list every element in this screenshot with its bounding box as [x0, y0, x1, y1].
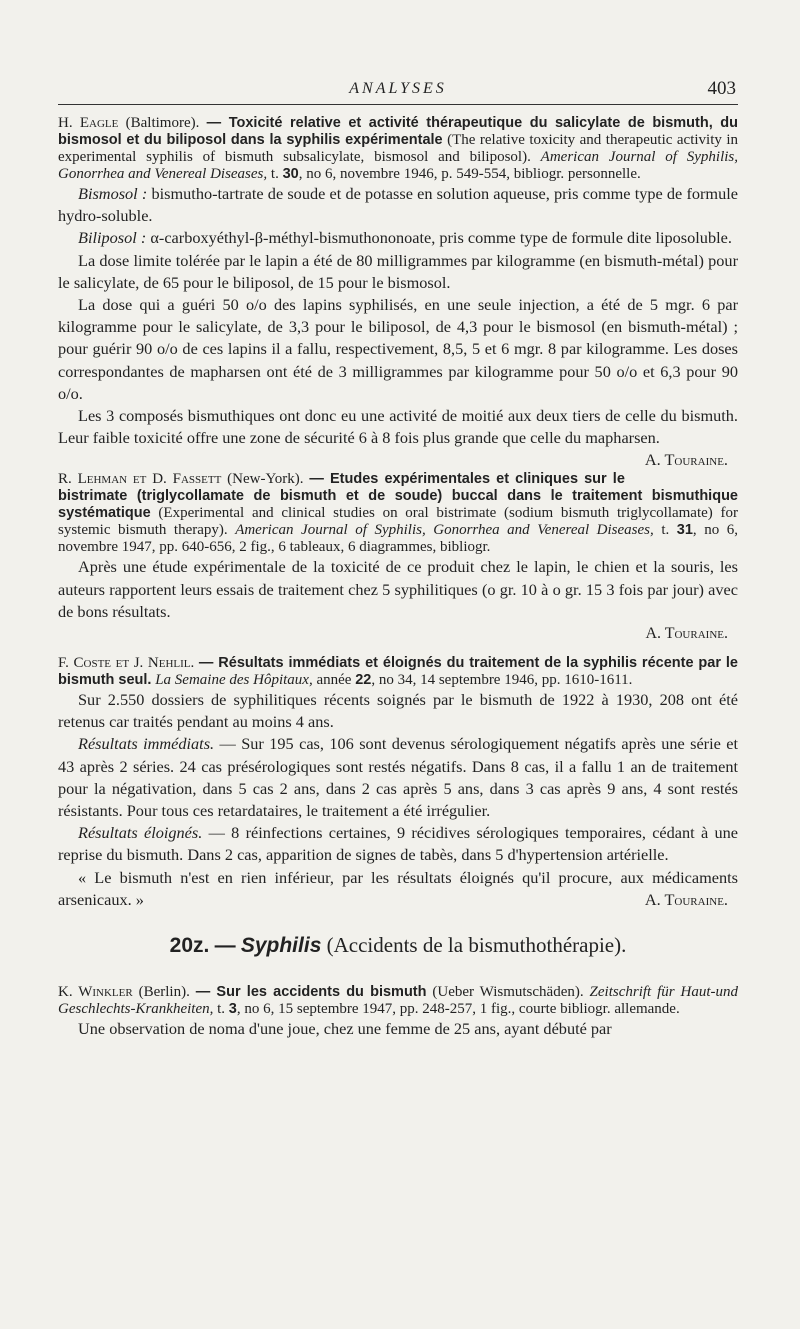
volume-prefix: t. [270, 166, 279, 182]
paragraph [58, 822, 738, 866]
section-number: 20z. [169, 934, 210, 958]
paragraph [58, 867, 738, 911]
paragraph-text: Une observation de noma d'une joue, chez une femme de 25 ans, ayant débuté par [78, 1019, 612, 1039]
paragraph-text: — Sur 195 cas, 106 sont devenus sérologiquement négatifs après une série et 43 après 2 séries. 24 cas présérologiques sont restés négatifs. Dans 8 cas, il a fallu 1 an de traitement pour la négativation, dans 5 cas 2 ans, dans 2 cas après 5 ans, dans 3 cas après 9 ans, 4 sont restés résistants. Pour tous ces retardataires, le traitement a été irrégulier. [58, 734, 739, 821]
paragraph [58, 405, 738, 470]
article-title: — Résultats immédiats et éloignés du traitement de la syphilis récente par le bismuth seul. [58, 655, 738, 689]
journal-name: American Journal of Syphilis, Gonorrhea and Venereal Diseases, [235, 522, 654, 539]
page [58, 78, 738, 1040]
volume-prefix: t. [217, 1001, 226, 1018]
paragraph-text: « Le bismuth n'est en rien inférieur, par les résultats éloignés qu'il procure, aux médicaments arsenicaux. » [58, 867, 738, 909]
paragraph-text: Après une étude expérimentale de la toxicité de ce produit chez le lapin, le chien et la souris, les auteurs rapportent leurs essais de traitement chez 5 syphilitiques (o gr. 10 à o gr. 15 3 fois par jour) avec de bons résultats. [58, 557, 738, 621]
paragraph [58, 1018, 738, 1040]
abstract-entry [58, 471, 738, 645]
running-head [58, 78, 738, 105]
author-name: H. Eagle [58, 115, 119, 131]
bibliographic-reference [58, 115, 738, 183]
article-title: — Toxicité relative et activité thérapeutique du salicylate de bismuth, du bismosol et du biliposol dans la syphilis expérimentale [58, 115, 739, 148]
running-title: ANALYSES [349, 80, 447, 97]
paragraph-text: Les 3 composés bismuthiques ont donc eu une activité de moitié aux deux tiers de celle du bismuth. Leur faible toxicité offre une zone de sécurité 6 à 8 fois plus grande que celle du mapharsen. [58, 406, 738, 448]
volume-number: 3 [228, 1001, 237, 1018]
page-number: 403 [707, 78, 736, 99]
paragraph-text: La dose limite tolérée par le lapin a été de 80 milligrammes par kilogramme (en bismuth-métal) pour le salicylate, de 65 pour le biliposol, de 15 pour le bismosol. [58, 250, 738, 292]
section-title: Syphilis [240, 934, 322, 958]
signature: A. Touraine. [644, 450, 728, 470]
author-name: K. Winkler [58, 984, 133, 1001]
citation-details: , no 34, 14 septembre 1946, pp. 1610-1611. [371, 672, 633, 689]
journal-name: Zeitschrift für Haut-und Geschlechts-Krankheiten, [58, 984, 739, 1018]
citation-details: , no 6, novembre 1947, pp. 640-656, 2 fig., 6 tableaux, 6 diagrammes, bibliogr. [58, 522, 739, 556]
author-place: (New-York). [227, 471, 304, 488]
original-title: (Experimental and clinical studies on oral bistrimate (sodium bismuth triglycollamate) for systemic bismuth therapy). [58, 505, 738, 539]
bibliographic-reference [58, 471, 738, 556]
paragraph-lead: Biliposol : [78, 228, 147, 248]
section-heading [58, 933, 738, 958]
paragraph [58, 183, 738, 227]
bibliographic-reference [58, 984, 738, 1018]
original-title: (Ueber Wismutschäden). [432, 984, 584, 1001]
section-dash: — [214, 934, 236, 958]
bibliographic-reference [58, 655, 738, 689]
paragraph-lead: Résultats éloignés. [78, 823, 203, 843]
citation-details: , no 6, novembre 1946, p. 549-554, bibliogr. personnelle. [298, 166, 641, 182]
original-title: (The relative toxicity and therapeutic activity in experimental syphilis of bismuth subsalicylate, bismosol and biliposol). [58, 132, 739, 165]
article-title: — Sur les accidents du bismuth [195, 984, 427, 1001]
paragraph-lead: Bismosol : [78, 184, 148, 203]
paragraph-text: bismutho-tartrate de soude et de potasse en solution aqueuse, pris comme type de formule hydro-soluble. [58, 184, 738, 226]
paragraph [58, 250, 738, 294]
author-name: R. Lehman et D. Fassett [58, 471, 222, 488]
journal-name: American Journal of Syphilis, Gonorrhea and Venereal Diseases, [58, 149, 739, 182]
volume-number: 31 [676, 522, 693, 539]
abstract-entry [58, 655, 738, 911]
volume-number: 30 [282, 166, 299, 182]
volume-number: 22 [355, 672, 372, 689]
journal-name: La Semaine des Hôpitaux, [155, 672, 313, 689]
paragraph [58, 556, 738, 623]
author-place: (Baltimore). [125, 115, 200, 131]
author-place: (Berlin). [138, 984, 190, 1001]
volume-prefix: t. [661, 522, 670, 539]
citation-details: , no 6, 15 septembre 1947, pp. 248-257, 1 fig., courte bibliogr. allemande. [236, 1001, 680, 1018]
signature: A. Touraine. [645, 625, 728, 643]
paragraph [58, 689, 738, 733]
article-title: — Etudes expérimentales et cliniques sur le bistrimate (triglycollamate de bismuth et de soude) buccal dans le traitement bismuthique systématique [58, 471, 738, 522]
author-name: F. Coste et J. Nehlil. [58, 655, 195, 672]
paragraph-lead: Résultats immédiats. [78, 734, 215, 754]
paragraph-text: La dose qui a guéri 50 o/o des lapins syphilisés, en une seule injection, a été de 5 mgr. 6 par kilogramme pour le salicylate, de 3,3 pour le biliposol, de 4,3 pour le bismosol (en bismuth-métal) ; pour guérir 90 o/o de ces lapins il a fallu, respectivement, 8,5, 5 et 6 mgr. 8 par kilogramme. Les doses correspondantes de mapharsen ont été de 3 milligrammes par kilogramme pour 50 o/o et 6,3 pour 90 o/o. [58, 295, 738, 403]
paragraph-text: α-carboxyéthyl-β-méthyl-bismuthononoate, pris comme type de formule dite liposoluble. [146, 228, 732, 248]
abstract-entry [58, 115, 739, 470]
abstract-entry [58, 984, 738, 1040]
paragraph [58, 294, 738, 405]
paragraph-text: Sur 2.550 dossiers de syphilitiques récents soignés par le bismuth de 1922 à 1930, 208 ont été retenus car traités pendant au moins 4 ans. [58, 690, 738, 732]
volume-prefix: année [316, 672, 352, 689]
paragraph-text: — 8 réinfections certaines, 9 récidives sérologiques temporaires, cédant à une reprise du bismuth. Dans 2 cas, apparition de signes de tabès, dans 5 d'hypertension artérielle. [58, 823, 738, 865]
section-subtitle: (Accidents de la bismuthothérapie). [326, 933, 627, 958]
signature: A. Touraine. [644, 889, 728, 909]
paragraph [58, 227, 738, 249]
paragraph [58, 733, 738, 822]
